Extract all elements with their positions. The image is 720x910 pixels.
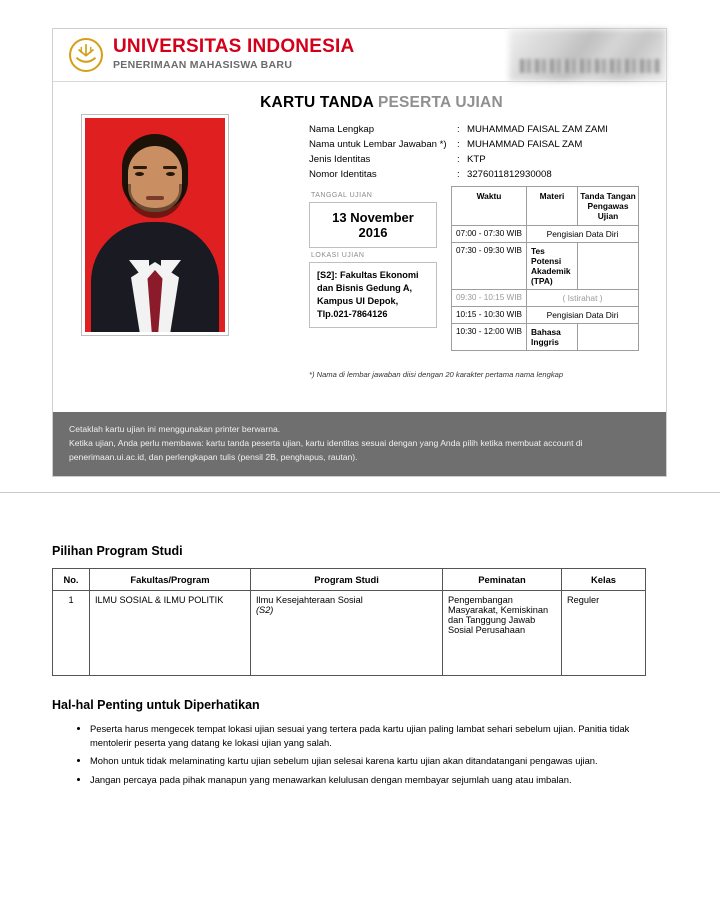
prodi-col-program-studi: Program Studi	[251, 569, 443, 591]
schedule-time: 07:00 - 07:30 WIB	[452, 226, 527, 243]
brand-block	[113, 36, 354, 72]
exam-date-label: TANGGAL UJIAN	[311, 192, 373, 199]
identity-colon: :	[457, 124, 460, 135]
card-header	[53, 29, 666, 82]
identity-row	[309, 152, 639, 167]
table-header-row	[452, 187, 639, 226]
prodi-cell-peminatan: Pengembangan Masyarakat, Kemiskinan dan Tanggung Jawab Sosial Perusahaan	[443, 591, 562, 676]
prodi-cell-fakultas: ILMU SOSIAL & ILMU POLITIK	[90, 591, 251, 676]
prodi-col-fakultas: Fakultas/Program	[90, 569, 251, 591]
important-notes-list	[74, 722, 670, 791]
identity-colon: :	[457, 139, 460, 150]
schedule-materi: Pengisian Data Diri	[527, 226, 639, 243]
schedule-materi: Bahasa Inggris	[527, 324, 578, 351]
identity-colon: :	[457, 154, 460, 165]
schedule-col-materi: Materi	[527, 187, 578, 226]
prodi-col-peminatan: Peminatan	[443, 569, 562, 591]
schedule-time: 07:30 - 09:30 WIB	[452, 243, 527, 290]
schedule-time: 09:30 - 10:15 WIB	[452, 290, 527, 307]
list-item: • Jangan percaya pada pihak manapun yang menawarkan kelulusan dengan membayar sejumlah uang atau imbalan.	[90, 773, 670, 787]
table-row	[53, 591, 646, 676]
page-title	[97, 94, 666, 112]
exam-schedule-table	[451, 186, 639, 351]
identity-row	[309, 167, 639, 182]
brand-subtitle: PENERIMAAN MAHASISWA BARU	[113, 59, 293, 71]
identity-value: KTP	[467, 154, 486, 165]
schedule-col-ttd: Tanda Tangan Pengawas Ujian	[578, 187, 639, 226]
schedule-materi: Tes Potensi Akademik (TPA)	[527, 243, 578, 290]
schedule-signature-cell	[578, 324, 639, 351]
identity-row	[309, 137, 639, 152]
identity-value: MUHAMMAD FAISAL ZAM	[467, 139, 583, 150]
identity-row	[309, 122, 639, 137]
footer-line-3: penerimaan.ui.ac.id, dan perlengkapan tulis (pensil 2B, penghapus, rautan).	[69, 452, 358, 462]
identity-block	[309, 122, 639, 182]
card-body	[53, 82, 666, 412]
ui-makara-logo-icon	[69, 38, 103, 72]
prodi-section-title: Pilihan Program Studi	[52, 544, 183, 558]
identity-value: 3276011812930008	[467, 169, 552, 180]
schedule-time: 10:15 - 10:30 WIB	[452, 307, 527, 324]
important-section-title: Hal-hal Penting untuk Diperhatikan	[52, 698, 260, 712]
schedule-signature-cell	[578, 243, 639, 290]
exam-date-value: 13 November 2016	[309, 202, 437, 248]
prodi-program-level: (S2)	[256, 605, 274, 615]
schedule-col-waktu: Waktu	[452, 187, 527, 226]
schedule-materi: ( Istirahat )	[527, 290, 639, 307]
prodi-cell-no: 1	[53, 591, 90, 676]
table-row	[452, 243, 639, 290]
prodi-cell-program-studi	[251, 591, 443, 676]
redacted-region	[509, 29, 666, 81]
identity-label: Nama Lengkap	[309, 124, 375, 135]
prodi-cell-kelas: Reguler	[562, 591, 646, 676]
exam-card	[52, 28, 667, 477]
exam-date-location-block	[309, 188, 437, 328]
redacted-text-bar	[520, 59, 660, 73]
brand-title: UNIVERSITAS INDONESIA	[113, 36, 355, 57]
identity-label: Nomor Identitas	[309, 169, 377, 180]
identity-label: Jenis Identitas	[309, 154, 371, 165]
list-item: • Peserta harus mengecek tempat lokasi ujian sesuai yang tertera pada kartu ujian paling lambat sehari sebelum ujian. Panitia tidak mentolerir peserta yang datang ke lokasi ujian yang salah.	[90, 722, 670, 749]
footer-line-2: Ketika ujian, Anda perlu membawa: kartu tanda peserta ujian, kartu identitas sesuai dengan yang Anda pilih ketika membuat account di	[69, 438, 583, 448]
card-footer	[53, 412, 666, 476]
exam-location-value: [S2]: Fakultas Ekonomi dan Bisnis Gedung A, Kampus UI Depok, Tlp.021-7864126	[309, 262, 437, 328]
prodi-table	[52, 568, 646, 676]
identity-label: Nama untuk Lembar Jawaban *)	[309, 139, 447, 150]
page-title-main: KARTU TANDA	[260, 94, 378, 111]
prodi-program-name: Ilmu Kesejahteraan Sosial	[256, 595, 363, 605]
page-divider	[0, 492, 720, 493]
list-item: • Mohon untuk tidak melaminating kartu ujian sebelum ujian selesai karena kartu ujian akan ditandatangani pengawas ujian.	[90, 754, 670, 768]
exam-location-label: LOKASI UJIAN	[311, 252, 365, 259]
participant-photo	[81, 114, 229, 336]
page-title-grey: PESERTA UJIAN	[377, 94, 503, 111]
identity-value: MUHAMMAD FAISAL ZAM ZAMI	[467, 124, 608, 135]
prodi-col-no: No.	[53, 569, 90, 591]
table-row	[452, 226, 639, 243]
identity-colon: :	[457, 169, 460, 180]
table-row	[452, 307, 639, 324]
table-row	[452, 290, 639, 307]
name-footnote: *) Nama di lembar jawaban diisi dengan 20 karakter pertama nama lengkap	[309, 370, 564, 379]
schedule-time: 10:30 - 12:00 WIB	[452, 324, 527, 351]
footer-line-1: Cetaklah kartu ujian ini menggunakan printer berwarna.	[69, 424, 281, 434]
prodi-col-kelas: Kelas	[562, 569, 646, 591]
table-header-row	[53, 569, 646, 591]
table-row	[452, 324, 639, 351]
schedule-materi: Pengisian Data Diri	[527, 307, 639, 324]
